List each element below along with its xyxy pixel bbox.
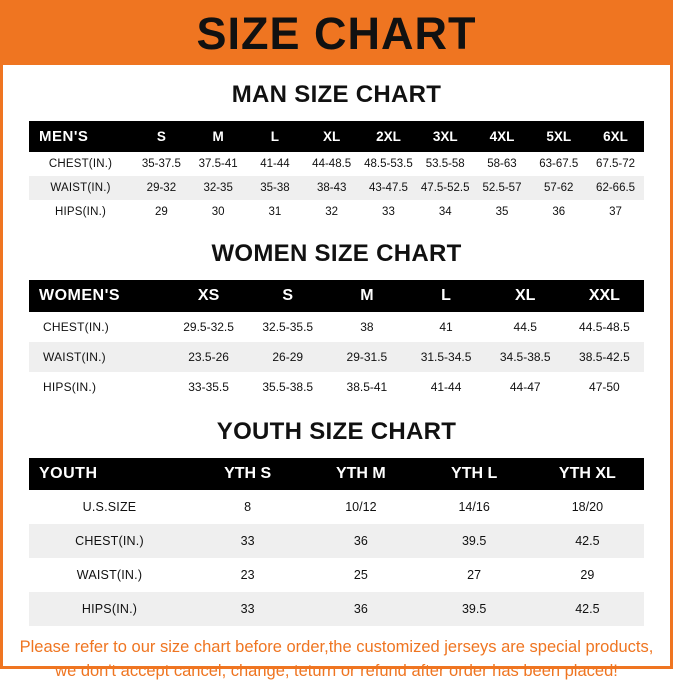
men-r2-c1: 30 (190, 200, 247, 224)
men-r1-c5: 47.5-52.5 (417, 176, 474, 200)
women-col-2: M (327, 280, 406, 312)
women-row-header-label: WOMEN'S (29, 280, 169, 312)
men-col-2: L (247, 121, 304, 152)
men-r1-c8: 62-66.5 (587, 176, 644, 200)
youth-row-0-label: U.S.SIZE (29, 490, 191, 524)
women-size-table (29, 280, 644, 402)
men-r0-c6: 58-63 (474, 152, 531, 176)
women-table-body (29, 312, 644, 402)
youth-table-head (29, 458, 644, 490)
women-r1-c2: 29-31.5 (327, 342, 406, 372)
women-r2-c2: 38.5-41 (327, 372, 406, 402)
youth-r0-c2: 14/16 (418, 490, 531, 524)
men-r2-c2: 31 (247, 200, 304, 224)
women-r0-c3: 41 (406, 312, 485, 342)
youth-header-row (29, 458, 644, 490)
notice-line-2: we don't accept cancel, change, teturn or refund after order has been placed! (55, 661, 618, 680)
men-r1-c4: 43-47.5 (360, 176, 417, 200)
youth-r2-c2: 27 (418, 558, 531, 592)
table-row (29, 342, 644, 372)
men-r1-c0: 29-32 (133, 176, 190, 200)
youth-r0-c1: 10/12 (304, 490, 417, 524)
youth-row-header-label: YOUTH (29, 458, 191, 490)
table-row (29, 592, 644, 626)
notice-line-1: Please refer to our size chart before order,the customized jerseys are special products, (19, 638, 654, 656)
youth-r1-c1: 36 (304, 524, 417, 558)
women-r2-c4: 44-47 (486, 372, 565, 402)
youth-col-3: YTH XL (531, 458, 644, 490)
men-size-table (29, 121, 644, 224)
table-row (29, 524, 644, 558)
youth-row-2-label: WAIST(IN.) (29, 558, 191, 592)
women-row-1-label: WAIST(IN.) (29, 342, 169, 372)
table-row (29, 176, 644, 200)
men-r0-c1: 37.5-41 (190, 152, 247, 176)
table-row (29, 200, 644, 224)
men-col-0: S (133, 121, 190, 152)
men-table-body (29, 152, 644, 224)
men-row-2-label: HIPS(IN.) (29, 200, 133, 224)
women-r1-c5: 38.5-42.5 (565, 342, 644, 372)
men-row-0-label: CHEST(IN.) (29, 152, 133, 176)
women-col-1: S (248, 280, 327, 312)
table-row (29, 558, 644, 592)
youth-row-1-label: CHEST(IN.) (29, 524, 191, 558)
men-row-1-label: WAIST(IN.) (29, 176, 133, 200)
men-r2-c3: 32 (303, 200, 360, 224)
youth-col-0: YTH S (191, 458, 304, 490)
men-col-3: XL (303, 121, 360, 152)
notice-text (3, 626, 670, 684)
table-row (29, 312, 644, 342)
men-r1-c2: 35-38 (247, 176, 304, 200)
men-r1-c6: 52.5-57 (474, 176, 531, 200)
men-r2-c4: 33 (360, 200, 417, 224)
women-r0-c0: 29.5-32.5 (169, 312, 248, 342)
men-col-1: M (190, 121, 247, 152)
women-r1-c1: 26-29 (248, 342, 327, 372)
women-r2-c1: 35.5-38.5 (248, 372, 327, 402)
men-r0-c8: 67.5-72 (587, 152, 644, 176)
page-title: SIZE CHART (196, 8, 477, 59)
women-col-3: L (406, 280, 485, 312)
women-r1-c0: 23.5-26 (169, 342, 248, 372)
women-r2-c0: 33-35.5 (169, 372, 248, 402)
youth-r1-c0: 33 (191, 524, 304, 558)
women-r2-c3: 41-44 (406, 372, 485, 402)
men-r0-c5: 53.5-58 (417, 152, 474, 176)
men-col-5: 3XL (417, 121, 474, 152)
youth-r3-c0: 33 (191, 592, 304, 626)
men-r2-c7: 36 (530, 200, 587, 224)
men-col-8: 6XL (587, 121, 644, 152)
men-r2-c6: 35 (474, 200, 531, 224)
youth-r1-c3: 42.5 (531, 524, 644, 558)
youth-row-3-label: HIPS(IN.) (29, 592, 191, 626)
women-r1-c3: 31.5-34.5 (406, 342, 485, 372)
men-col-6: 4XL (474, 121, 531, 152)
men-r2-c8: 37 (587, 200, 644, 224)
women-row-0-label: CHEST(IN.) (29, 312, 169, 342)
men-col-7: 5XL (530, 121, 587, 152)
youth-r2-c3: 29 (531, 558, 644, 592)
youth-size-table (29, 458, 644, 626)
women-col-5: XXL (565, 280, 644, 312)
men-r2-c5: 34 (417, 200, 474, 224)
men-r0-c7: 63-67.5 (530, 152, 587, 176)
men-table-wrap (3, 121, 670, 224)
women-section-title: WOMEN SIZE CHART (211, 240, 462, 267)
women-r1-c4: 34.5-38.5 (486, 342, 565, 372)
men-table-head (29, 121, 644, 152)
table-row (29, 490, 644, 524)
men-col-4: 2XL (360, 121, 417, 152)
men-r0-c4: 48.5-53.5 (360, 152, 417, 176)
youth-table-wrap (3, 458, 670, 626)
youth-col-2: YTH L (418, 458, 531, 490)
youth-r0-c3: 18/20 (531, 490, 644, 524)
women-r0-c5: 44.5-48.5 (565, 312, 644, 342)
men-r1-c1: 32-35 (190, 176, 247, 200)
women-row-2-label: HIPS(IN.) (29, 372, 169, 402)
youth-section-title: YOUTH SIZE CHART (216, 418, 457, 445)
men-r0-c2: 41-44 (247, 152, 304, 176)
men-header-row (29, 121, 644, 152)
women-col-0: XS (169, 280, 248, 312)
youth-r3-c2: 39.5 (418, 592, 531, 626)
youth-r0-c0: 8 (191, 490, 304, 524)
table-row (29, 152, 644, 176)
men-section-title: MAN SIZE CHART (231, 81, 442, 108)
table-row (29, 372, 644, 402)
women-table-wrap (3, 280, 670, 402)
men-row-header-label: MEN'S (29, 121, 133, 152)
youth-r2-c1: 25 (304, 558, 417, 592)
women-col-4: XL (486, 280, 565, 312)
youth-col-1: YTH M (304, 458, 417, 490)
youth-r1-c2: 39.5 (418, 524, 531, 558)
header-band (3, 3, 670, 65)
youth-r3-c3: 42.5 (531, 592, 644, 626)
women-r0-c2: 38 (327, 312, 406, 342)
men-r1-c3: 38-43 (303, 176, 360, 200)
women-header-row (29, 280, 644, 312)
youth-r2-c0: 23 (191, 558, 304, 592)
men-r0-c0: 35-37.5 (133, 152, 190, 176)
men-r2-c0: 29 (133, 200, 190, 224)
men-r0-c3: 44-48.5 (303, 152, 360, 176)
women-r0-c4: 44.5 (486, 312, 565, 342)
women-r0-c1: 32.5-35.5 (248, 312, 327, 342)
women-table-head (29, 280, 644, 312)
women-r2-c5: 47-50 (565, 372, 644, 402)
youth-table-body (29, 490, 644, 626)
men-r1-c7: 57-62 (530, 176, 587, 200)
youth-r3-c1: 36 (304, 592, 417, 626)
